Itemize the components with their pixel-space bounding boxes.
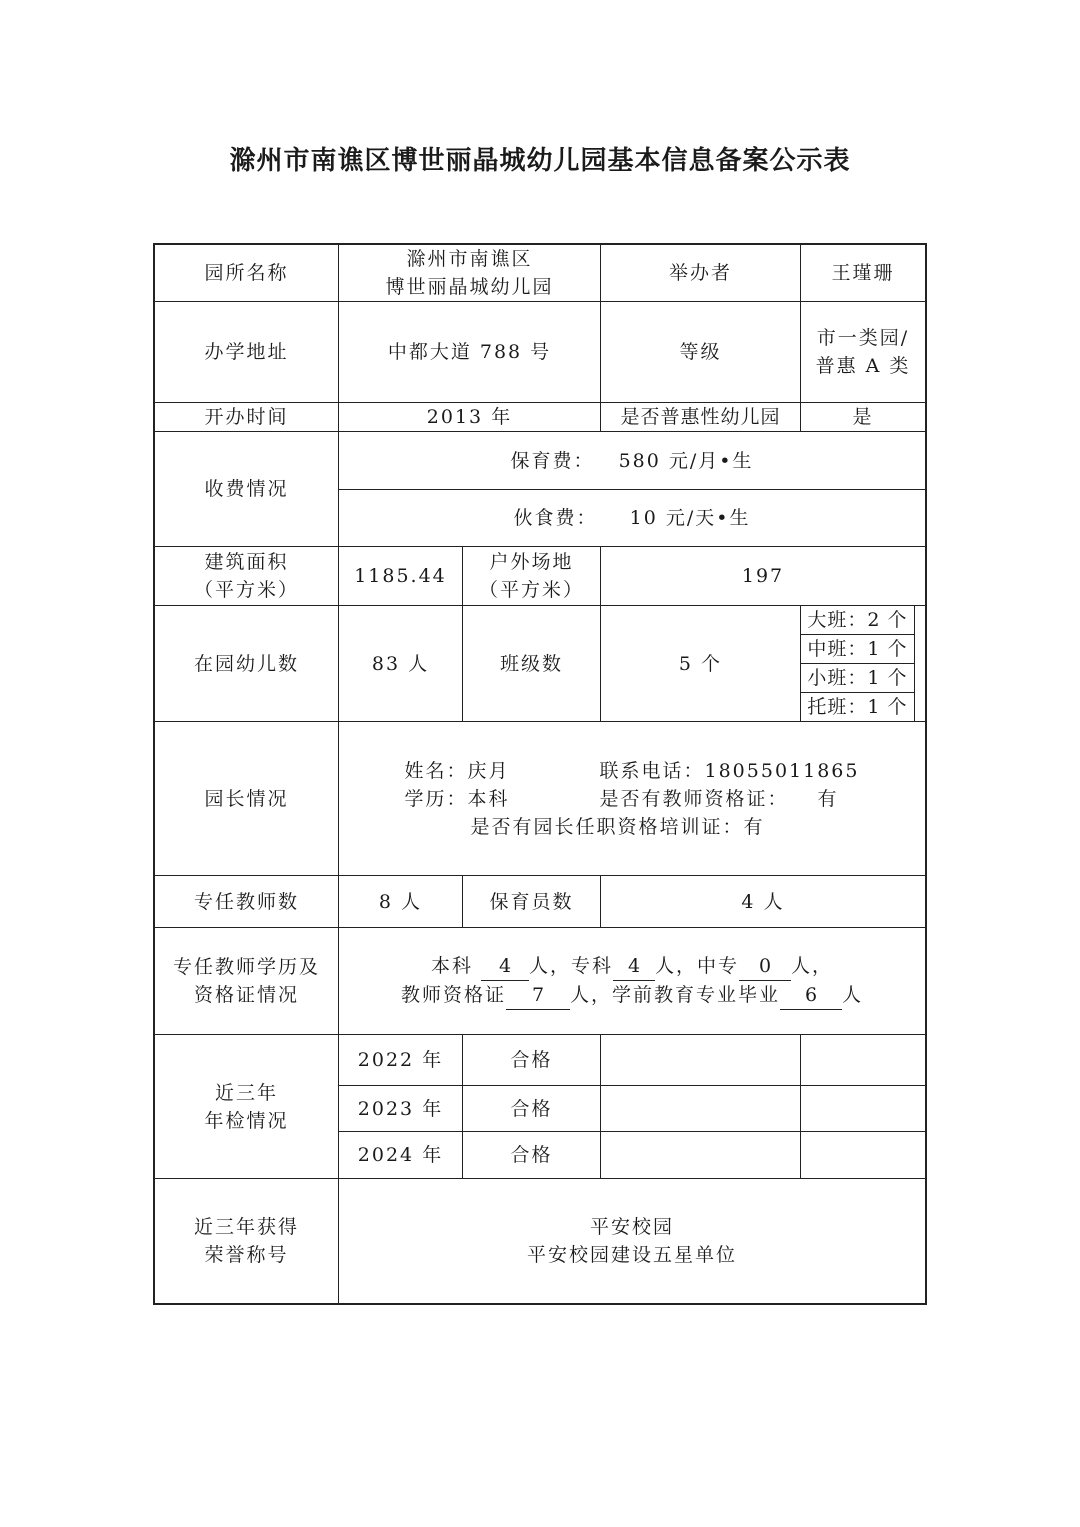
label-honors-line1: 近三年获得 <box>193 1216 299 1238</box>
label-name: 园所名称 <box>204 262 289 284</box>
label-inspection-line2: 年检情况 <box>204 1109 289 1132</box>
value-teacher-edu <box>339 928 925 1034</box>
value-name <box>339 245 600 301</box>
edu-text-end1: 人， <box>791 955 834 977</box>
label-outdoor-area-line2: （平方米） <box>478 579 584 601</box>
value-grade-line1: 市一类园/ <box>816 327 910 349</box>
label-teacher-edu-line2: 资格证情况 <box>193 984 299 1006</box>
value-fee-care: 保育费： 580 元/月•生 <box>510 449 754 472</box>
principal-training: 是否有园长任职资格培训证：有 <box>470 815 765 838</box>
value-grade-line2: 普惠 A 类 <box>815 355 911 377</box>
value-building-area: 1185.44 <box>354 565 447 587</box>
inspection-year-3: 2024 年 <box>357 1144 444 1166</box>
label-children: 在园幼儿数 <box>193 652 299 675</box>
edu-secondary-count: 0 <box>739 952 791 981</box>
value-grade <box>801 302 925 402</box>
value-name-line2: 博世丽晶城幼儿园 <box>385 276 554 298</box>
class-nursery: 托班：1 个 <box>807 696 908 718</box>
value-principal <box>339 722 925 875</box>
inspection-result-2: 合格 <box>510 1097 553 1120</box>
value-caregivers: 4 人 <box>741 890 785 913</box>
label-class-count: 班级数 <box>499 652 563 675</box>
value-name-line1: 滁州市南谯区 <box>406 248 533 270</box>
principal-phone: 联系电话：18055011865 <box>599 759 860 782</box>
value-honors <box>339 1179 925 1303</box>
inspection-year-2: 2023 年 <box>357 1097 444 1120</box>
value-address: 中都大道 788 号 <box>387 341 552 363</box>
label-honors <box>155 1179 338 1303</box>
label-sponsor: 举办者 <box>668 262 732 284</box>
label-principal: 园长情况 <box>204 787 289 810</box>
principal-name: 姓名：庆月 <box>404 759 510 782</box>
class-junior: 小班：1 个 <box>807 667 908 689</box>
inspection-result-3: 合格 <box>510 1144 553 1166</box>
label-honors-line2: 荣誉称号 <box>204 1244 289 1266</box>
label-address: 办学地址 <box>204 341 289 363</box>
edu-text-secondary: 人，中专 <box>655 955 740 977</box>
edu-text-major: 人，学前教育专业毕业 <box>569 984 780 1006</box>
inspection-year-1: 2022 年 <box>357 1049 444 1071</box>
label-teachers: 专任教师数 <box>193 890 299 913</box>
value-class-count: 5 个 <box>678 652 723 675</box>
value-teachers: 8 人 <box>378 890 423 913</box>
label-outdoor-area-line1: 户外场地 <box>489 551 574 573</box>
label-is-puhui: 是否普惠性幼儿园 <box>620 406 781 428</box>
edu-text-end2: 人 <box>842 984 864 1006</box>
page-title: 滁州市南谯区博世丽晶城幼儿园基本信息备案公示表 <box>229 146 851 176</box>
class-senior: 大班：2 个 <box>807 609 908 631</box>
edu-text-bachelor: 本科 <box>430 955 473 977</box>
honor-1: 平安校园 <box>589 1216 674 1238</box>
label-teacher-edu-line1: 专任教师学历及 <box>172 956 320 978</box>
edu-text-college: 人，专科 <box>529 955 614 977</box>
value-opened: 2013 年 <box>426 406 513 428</box>
label-inspection-line1: 近三年 <box>214 1081 278 1104</box>
edu-cert-count: 7 <box>506 981 570 1010</box>
edu-major-count: 6 <box>780 981 842 1010</box>
label-fees: 收费情况 <box>204 478 289 500</box>
honor-2: 平安校园建设五星单位 <box>526 1244 737 1266</box>
class-middle: 中班：1 个 <box>807 638 908 660</box>
label-teacher-edu <box>155 928 338 1034</box>
principal-cert-value: 有 <box>817 787 839 810</box>
principal-cert-label: 是否有教师资格证： <box>599 787 789 810</box>
label-opened: 开办时间 <box>204 406 289 428</box>
principal-education: 学历：本科 <box>404 787 510 810</box>
label-caregivers: 保育员数 <box>489 890 574 913</box>
inspection-result-1: 合格 <box>510 1049 553 1071</box>
label-building-area-line2: （平方米） <box>193 579 299 601</box>
value-outdoor-area: 197 <box>741 565 785 587</box>
value-children: 83 人 <box>371 652 430 675</box>
label-grade: 等级 <box>679 341 722 363</box>
label-outdoor-area <box>463 547 600 605</box>
label-inspection <box>155 1035 338 1178</box>
edu-bachelor-count: 4 <box>481 952 529 981</box>
value-sponsor: 王瑾珊 <box>831 262 895 284</box>
value-fee-meal: 伙食费： 10 元/天•生 <box>513 507 751 529</box>
label-building-area <box>155 547 338 605</box>
value-is-puhui: 是 <box>852 406 874 428</box>
edu-text-cert: 教师资格证 <box>400 984 506 1006</box>
label-building-area-line1: 建筑面积 <box>204 551 289 573</box>
edu-college-count: 4 <box>613 952 655 981</box>
